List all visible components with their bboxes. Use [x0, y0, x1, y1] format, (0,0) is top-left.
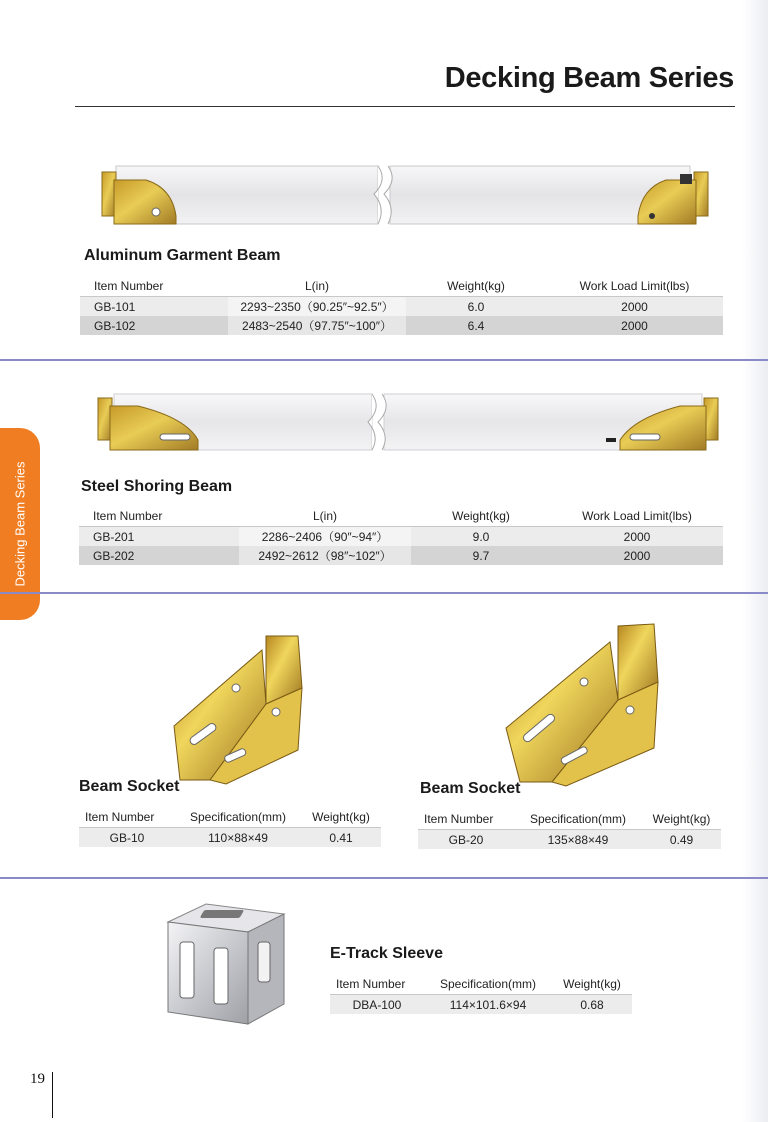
table-cell: GB-101: [94, 299, 136, 314]
table-row: [79, 828, 381, 848]
column-header: Specification(mm): [175, 807, 301, 828]
table-cell: 135×88×49: [547, 832, 609, 847]
section-heading-e-track-sleeve: E-Track Sleeve: [330, 945, 443, 962]
column-header: L(in): [239, 506, 411, 527]
column-header: Weight(kg): [642, 809, 721, 830]
table-cell: 2293~2350（90.25″~92.5″）: [228, 297, 406, 317]
table-cell: GB-20: [448, 832, 484, 847]
table-cell: DBA-100: [352, 997, 402, 1012]
section-heading-steel-shoring-beam: Steel Shoring Beam: [81, 478, 233, 495]
table-cell: 110×88×49: [208, 830, 268, 845]
table-cell: 2000: [621, 299, 648, 314]
aluminum-garment-beam-image: [96, 158, 720, 238]
table-row: [418, 830, 721, 850]
table-cell: 9.7: [472, 548, 490, 563]
page-title: Decking Beam Series: [444, 62, 734, 94]
table-cell: 2000: [623, 548, 651, 563]
table-cell: 9.0: [472, 529, 490, 544]
table-cell: 6.0: [467, 299, 485, 314]
column-header: Weight(kg): [552, 974, 632, 995]
table-row: [80, 316, 723, 335]
table-cell: 2000: [621, 318, 648, 333]
column-header: Specification(mm): [424, 974, 552, 995]
page-edge-shadow: [742, 0, 768, 1122]
table-row: [79, 546, 723, 565]
table-cell: GB-202: [93, 548, 135, 563]
table-cell: 0.41: [329, 830, 353, 845]
table-cell: 0.68: [580, 997, 604, 1012]
column-header: Item Number: [79, 506, 239, 527]
column-header: Item Number: [330, 974, 424, 995]
column-header: Item Number: [79, 807, 175, 828]
table-cell: 2483~2540（97.75″~100″）: [228, 316, 406, 335]
title-rule: [75, 106, 735, 107]
column-header: Work Load Limit(lbs): [546, 276, 723, 297]
section-divider: [0, 359, 768, 361]
column-header: Specification(mm): [514, 809, 642, 830]
aluminum-garment-beam-table: [80, 276, 723, 335]
table-cell: 0.49: [669, 832, 694, 847]
table-header-row: [418, 809, 721, 830]
table-cell: 6.4: [467, 318, 485, 333]
table-cell: 2492~2612（98″~102″）: [239, 546, 411, 565]
section-divider: [0, 592, 768, 594]
column-header: Weight(kg): [406, 276, 546, 297]
side-tab-label: Decking Beam Series: [12, 461, 28, 587]
column-header: Work Load Limit(lbs): [551, 506, 723, 527]
table-header-row: [79, 807, 381, 828]
e-track-sleeve-table: [330, 974, 632, 1014]
table-cell: GB-10: [109, 830, 145, 845]
column-header: Weight(kg): [411, 506, 551, 527]
table-row: [80, 297, 723, 317]
table-header-row: [330, 974, 632, 995]
section-heading-beam-socket-gb20: Beam Socket: [420, 780, 521, 797]
column-header: L(in): [228, 276, 406, 297]
page-number: 19: [30, 1071, 45, 1087]
beam-socket-gb10-table: [79, 807, 381, 847]
steel-shoring-beam-image: [94, 388, 726, 460]
table-row: [330, 995, 632, 1015]
column-header: Weight(kg): [301, 807, 381, 828]
table-cell: GB-201: [93, 529, 135, 544]
table-row: [79, 527, 723, 547]
table-cell: GB-102: [94, 318, 136, 333]
column-header: Item Number: [418, 809, 514, 830]
steel-shoring-beam-table: [79, 506, 723, 565]
e-track-sleeve-image: [160, 900, 288, 1030]
table-cell: 2000: [623, 529, 651, 544]
page-number-rule: [52, 1072, 53, 1118]
table-header-row: [79, 506, 723, 527]
section-divider: [0, 877, 768, 879]
table-cell: 114×101.6×94: [449, 997, 527, 1012]
table-cell: 2286~2406（90″~94″）: [239, 527, 411, 547]
section-heading-beam-socket-gb10: Beam Socket: [79, 778, 180, 795]
beam-socket-gb20-table: [418, 809, 721, 849]
table-header-row: [80, 276, 723, 297]
beam-socket-gb20-image: [500, 620, 664, 790]
column-header: Item Number: [80, 276, 228, 297]
beam-socket-gb10-image: [166, 630, 312, 788]
section-heading-aluminum-garment-beam: Aluminum Garment Beam: [84, 247, 281, 264]
